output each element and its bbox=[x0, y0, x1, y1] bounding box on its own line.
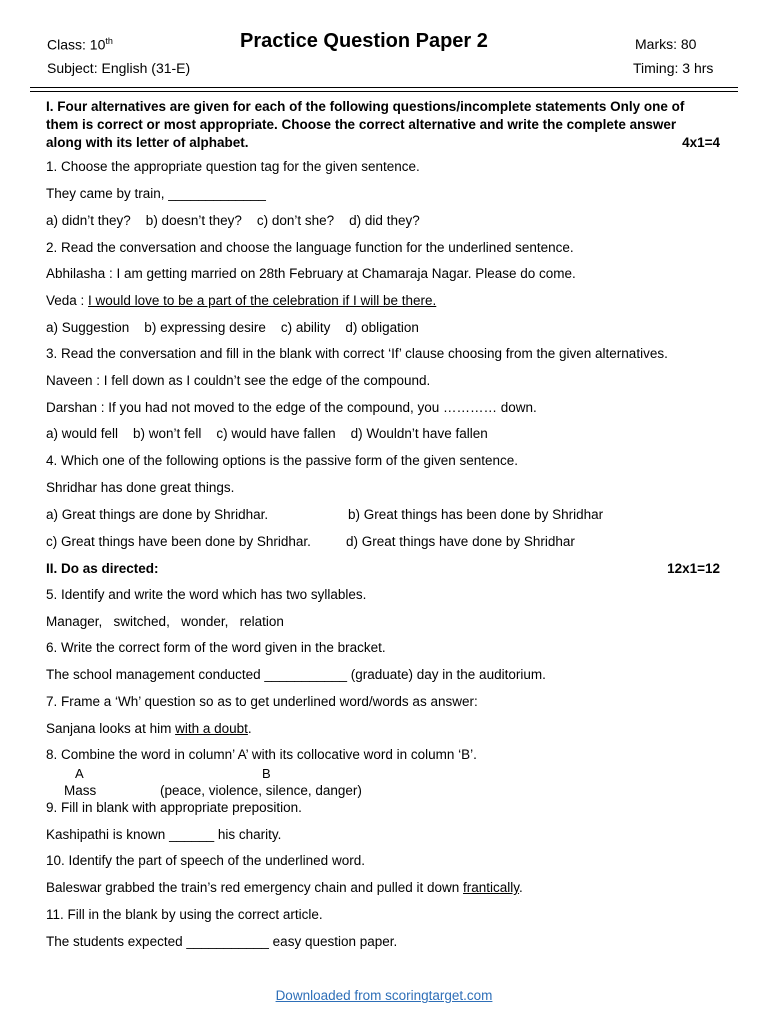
q4-question: 4. Which one of the following options is the passive form of the given sentence. bbox=[46, 453, 519, 468]
header-divider-bottom bbox=[30, 91, 738, 92]
marks-label: Marks: 80 bbox=[635, 36, 697, 52]
q2-sentence2: Veda : I would love to be a part of the celebration if I will be there. bbox=[46, 293, 437, 308]
q4-option-a: a) Great things are done by Shridhar. bbox=[46, 507, 269, 522]
footer-link[interactable]: Downloaded from scoringtarget.com bbox=[275, 988, 493, 1003]
q3-sentence2: Darshan : If you had not moved to the edge of the compound, you ………… down. bbox=[46, 400, 537, 415]
q8-column-a-header: A bbox=[75, 766, 84, 781]
q8-word: Mass bbox=[64, 783, 97, 798]
q3-question: 3. Read the conversation and fill in the blank with correct ‘If’ clause choosing from the given alternatives. bbox=[46, 346, 668, 361]
section1-instruction-line3: along with its letter of alphabet. bbox=[46, 135, 249, 150]
q9-question: 9. Fill in blank with appropriate preposition. bbox=[46, 800, 302, 815]
q7-question: 7. Frame a ‘Wh’ question so as to get underlined word/words as answer: bbox=[46, 694, 478, 709]
q4-option-b: b) Great things has been done by Shridhar bbox=[348, 507, 604, 522]
q2-question: 2. Read the conversation and choose the language function for the underlined sentence. bbox=[46, 240, 574, 255]
q4-option-c: c) Great things have been done by Shridhar. bbox=[46, 534, 311, 549]
q1-sentence: They came by train, _____________ bbox=[46, 186, 266, 201]
q10-sentence: Baleswar grabbed the train’s red emergency chain and pulled it down frantically. bbox=[46, 880, 523, 895]
q3-options: a) would fell b) won’t fell c) would have fallen d) Wouldn’t have fallen bbox=[46, 426, 488, 441]
q8-column-b-header: B bbox=[262, 766, 271, 781]
section2-marks: 12x1=12 bbox=[667, 561, 720, 576]
q5-question: 5. Identify and write the word which has two syllables. bbox=[46, 587, 367, 602]
q7-sentence: Sanjana looks at him with a doubt. bbox=[46, 721, 252, 736]
class-label: Class: 10th bbox=[47, 36, 113, 53]
q7-underlined-phrase: with a doubt bbox=[175, 721, 248, 736]
q10-underlined-word: frantically bbox=[463, 880, 520, 895]
q2-underlined-sentence: I would love to be a part of the celebration if I will be there. bbox=[88, 293, 437, 308]
q9-sentence: Kashipathi is known ______ his charity. bbox=[46, 827, 282, 842]
q2-options: a) Suggestion b) expressing desire c) ability d) obligation bbox=[46, 320, 419, 335]
q4-option-d: d) Great things have done by Shridhar bbox=[346, 534, 575, 549]
q10-question: 10. Identify the part of speech of the underlined word. bbox=[46, 853, 365, 868]
q5-words: Manager, switched, wonder, relation bbox=[46, 614, 284, 629]
q6-question: 6. Write the correct form of the word given in the bracket. bbox=[46, 640, 386, 655]
q2-sentence1: Abhilasha : I am getting married on 28th February at Chamaraja Nagar. Please do come. bbox=[46, 266, 576, 281]
section1-instruction-line1: I. Four alternatives are given for each of the following questions/incomplete statements Only one of bbox=[46, 99, 685, 114]
q8-choices: (peace, violence, silence, danger) bbox=[160, 783, 362, 798]
subject-label: Subject: English (31-E) bbox=[47, 60, 191, 76]
q1-options: a) didn’t they? b) doesn’t they? c) don’t she? d) did they? bbox=[46, 213, 420, 228]
section1-instruction-line2: them is correct or most appropriate. Choose the correct alternative and write the complete answer bbox=[46, 117, 677, 132]
header-divider-top bbox=[30, 87, 738, 88]
section1-marks: 4x1=4 bbox=[682, 135, 720, 150]
q3-sentence1: Naveen : I fell down as I couldn’t see the edge of the compound. bbox=[46, 373, 431, 388]
q8-question: 8. Combine the word in column’ A’ with its collocative word in column ‘B’. bbox=[46, 747, 477, 762]
timing-label: Timing: 3 hrs bbox=[633, 60, 714, 76]
section2-title: II. Do as directed: bbox=[46, 561, 159, 576]
q11-question: 11. Fill in the blank by using the correct article. bbox=[46, 907, 323, 922]
q11-sentence: The students expected ___________ easy question paper. bbox=[46, 934, 398, 949]
page-title: Practice Question Paper 2 bbox=[240, 30, 488, 52]
class-superscript: th bbox=[105, 36, 113, 46]
q4-sentence: Shridhar has done great things. bbox=[46, 480, 235, 495]
q6-sentence: The school management conducted ___________ (graduate) day in the auditorium. bbox=[46, 667, 546, 682]
q1-question: 1. Choose the appropriate question tag for the given sentence. bbox=[46, 159, 420, 174]
